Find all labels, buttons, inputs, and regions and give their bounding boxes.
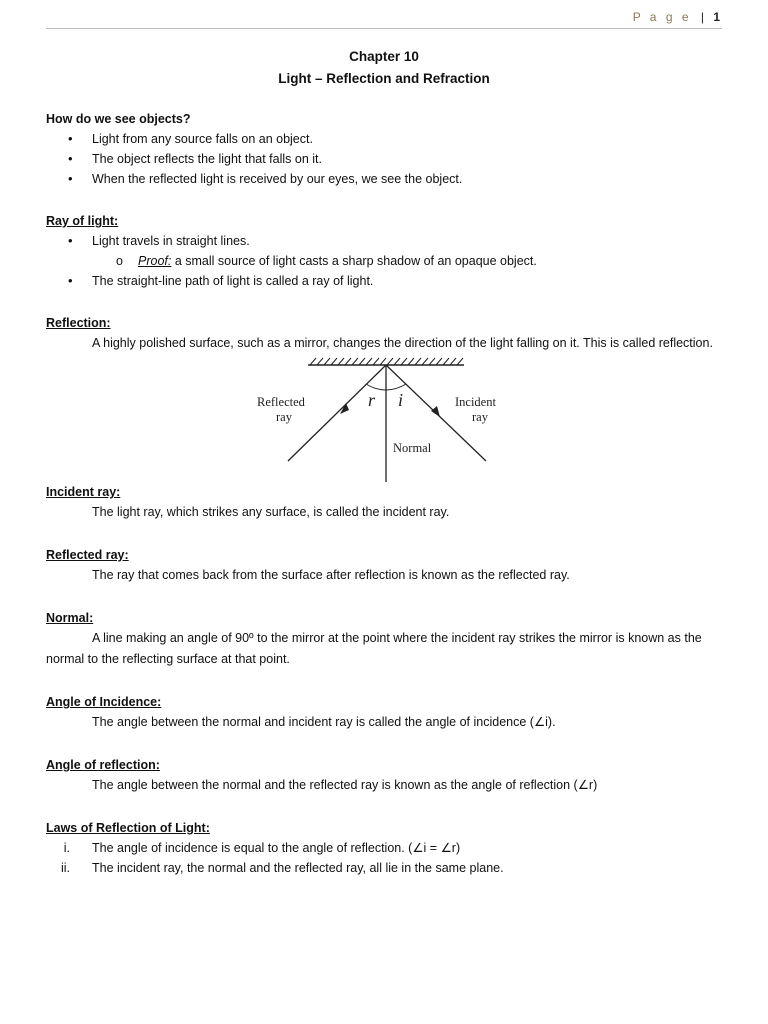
angle-reflection-text: The angle between the normal and the reflected ray is known as the angle of reflection (∠r) [92, 778, 598, 792]
proof-item [46, 251, 722, 271]
page-word: P a g e [632, 10, 692, 24]
header-rule [46, 28, 722, 29]
reflection-diagram [46, 354, 722, 482]
reflected-ray-line [288, 365, 386, 461]
see-objects-heading: How do we see objects? [46, 112, 191, 126]
document-body [46, 46, 722, 878]
angle-incidence-heading: Angle of Incidence: [46, 695, 162, 709]
reflected-ray-text: The ray that comes back from the surface after reflection is known as the reflected ray. [92, 568, 570, 582]
page-number: 1 [713, 10, 720, 24]
list-item: • When the reflected light is received by our eyes, we see the object. [46, 169, 722, 189]
list-item [46, 858, 722, 878]
see-objects-list [46, 129, 722, 189]
incident-label-line1: Incident [455, 395, 496, 409]
chapter-subtitle: Light – Reflection and Refraction [278, 71, 490, 86]
reflected-label-line1: Reflected [257, 395, 305, 409]
reflection-heading: Reflection: [46, 316, 111, 330]
normal-text: A line making an angle of 90º to the mirror at the point where the incident ray strikes the mirror is known as the normal to the reflecting surface at that point. [46, 631, 702, 666]
angle-reflection-heading: Angle of reflection: [46, 758, 160, 772]
chapter-title: Chapter 10 [349, 49, 419, 64]
list-item: • The straight-line path of light is called a ray of light. [46, 271, 722, 291]
angle-r-label: r [368, 390, 376, 410]
list-item: • Light travels in straight lines. [46, 231, 722, 251]
incident-ray-text: The light ray, which strikes any surface, is called the incident ray. [92, 505, 450, 519]
list-text: The incident ray, the normal and the reflected ray, all lie in the same plane. [92, 861, 504, 875]
normal-heading: Normal: [46, 611, 94, 625]
reflected-label-line2: ray [276, 410, 292, 424]
reflected-ray-heading: Reflected ray: [46, 548, 129, 562]
normal-label: Normal [393, 441, 432, 455]
list-numeral: i. [63, 841, 70, 855]
reflection-diagram-svg [46, 354, 722, 482]
mirror-hatching [310, 358, 463, 365]
angle-i-label: i [398, 390, 404, 410]
proof-text: a small source of light casts a sharp shadow of an opaque object. [171, 254, 537, 268]
list-text: The angle of incidence is equal to the angle of reflection. (∠i = ∠r) [92, 841, 461, 855]
incident-arrow-icon [431, 406, 440, 417]
reflection-text: A highly polished surface, such as a mirror, changes the direction of the light falling on it. This is called reflection. [92, 336, 713, 350]
incident-ray-heading: Incident ray: [46, 485, 121, 499]
page-separator: | [700, 10, 704, 24]
proof-label: Proof: [138, 254, 172, 268]
ray-of-light-list [46, 231, 722, 291]
list-item: • Light from any source falls on an object. [46, 129, 722, 149]
incident-label-line2: ray [472, 410, 488, 424]
ray-of-light-heading: Ray of light: [46, 214, 119, 228]
list-item: • The object reflects the light that falls on it. [46, 149, 722, 169]
laws-list [46, 838, 722, 878]
angle-incidence-text: The angle between the normal and incident ray is called the angle of incidence (∠i). [92, 715, 556, 729]
page-header [633, 10, 720, 24]
list-item [46, 838, 722, 858]
laws-heading: Laws of Reflection of Light: [46, 821, 210, 835]
list-numeral: ii. [60, 861, 70, 875]
